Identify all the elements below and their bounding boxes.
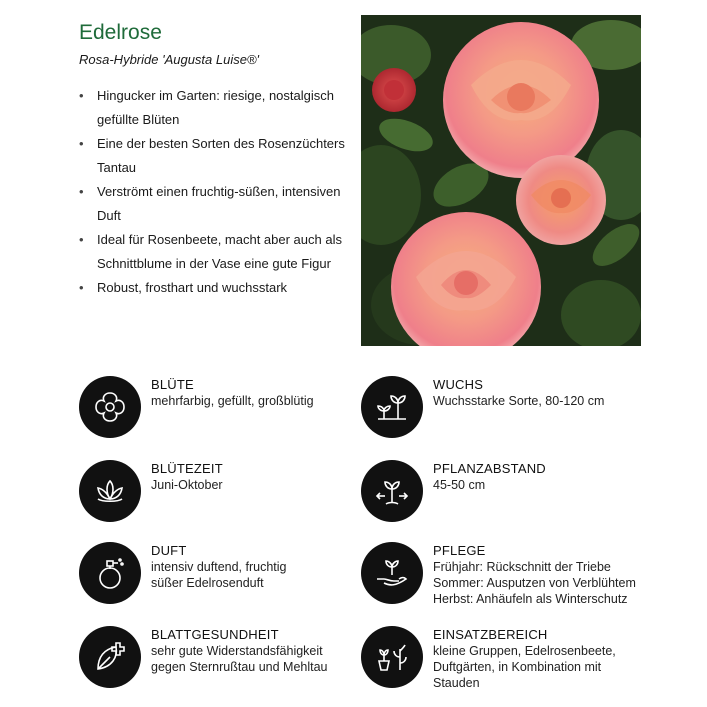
feature-heading: WUCHS [433,377,484,392]
seedlings-icon [361,376,423,438]
feature-line: intensiv duftend, fruchtig [151,560,287,574]
feature-pflanzabstand [361,460,651,524]
feature-heading: BLATTGESUNDHEIT [151,627,279,642]
lotus-icon [79,460,141,522]
feature-bluete [79,376,369,440]
product-title: Edelrose [79,21,162,44]
feature-bullet-list [79,84,349,300]
feature-line: Sommer: Ausputzen von Verblühtem [433,576,636,590]
feature-description [433,477,648,493]
feature-line: Herbst: Anhäufeln als Winterschutz [433,592,628,606]
feature-heading: DUFT [151,543,187,558]
feature-line: gegen Sternrußtau und Mehltau [151,660,328,674]
feature-heading: PFLEGE [433,543,486,558]
feature-description [433,559,648,607]
feature-heading: EINSATZBEREICH [433,627,548,642]
feature-description [151,477,366,493]
feature-bluetezeit [79,460,369,524]
potted-plants-icon [361,626,423,688]
flower-icon [79,376,141,438]
feature-heading: BLÜTE [151,377,194,392]
feature-wuchs [361,376,651,440]
bullet-item: • Ideal für Rosenbeete, macht aber auch als Schnittblume in der Vase eine gute Figur [79,228,349,276]
feature-line: sehr gute Widerstandsfähigkeit [151,644,323,658]
feature-duft [79,542,369,606]
feature-line: mehrfarbig, gefüllt, großblütig [151,394,314,408]
rose-photo [361,15,641,346]
feature-line: Duftgärten, in Kombination mit [433,660,602,674]
feature-description [433,643,648,691]
plant-spacing-icon [361,460,423,522]
feature-line: Wuchsstarke Sorte, 80-120 cm [433,394,605,408]
feature-description [151,393,366,409]
perfume-bottle-icon [79,542,141,604]
feature-description [151,559,366,591]
feature-blattgesundheit [79,626,369,690]
feature-line: Juni-Oktober [151,478,223,492]
feature-pflege [361,542,651,614]
feature-description [433,393,648,409]
bullet-item: • Robust, frosthart und wuchsstark [79,276,349,300]
feature-line: süßer Edelrosenduft [151,576,264,590]
feature-heading: BLÜTEZEIT [151,461,223,476]
bullet-item: • Hingucker im Garten: riesige, nostalgisch gefüllte Blüten [79,84,349,132]
hand-sprout-icon [361,542,423,604]
product-subtitle: Rosa-Hybride 'Augusta Luise®' [79,52,260,67]
bullet-item: • Verströmt einen fruchtig-süßen, intensiven Duft [79,180,349,228]
feature-heading: PFLANZABSTAND [433,461,546,476]
feature-einsatzbereich [361,626,651,698]
leaf-health-icon [79,626,141,688]
bullet-item: • Eine der besten Sorten des Rosenzüchters Tantau [79,132,349,180]
feature-line: Frühjahr: Rückschnitt der Triebe [433,560,611,574]
rose-photo-illustration [361,15,641,346]
feature-line: 45-50 cm [433,478,486,492]
feature-line: kleine Gruppen, Edelrosenbeete, [433,644,616,658]
feature-line: Stauden [433,676,480,690]
feature-description [151,643,366,675]
